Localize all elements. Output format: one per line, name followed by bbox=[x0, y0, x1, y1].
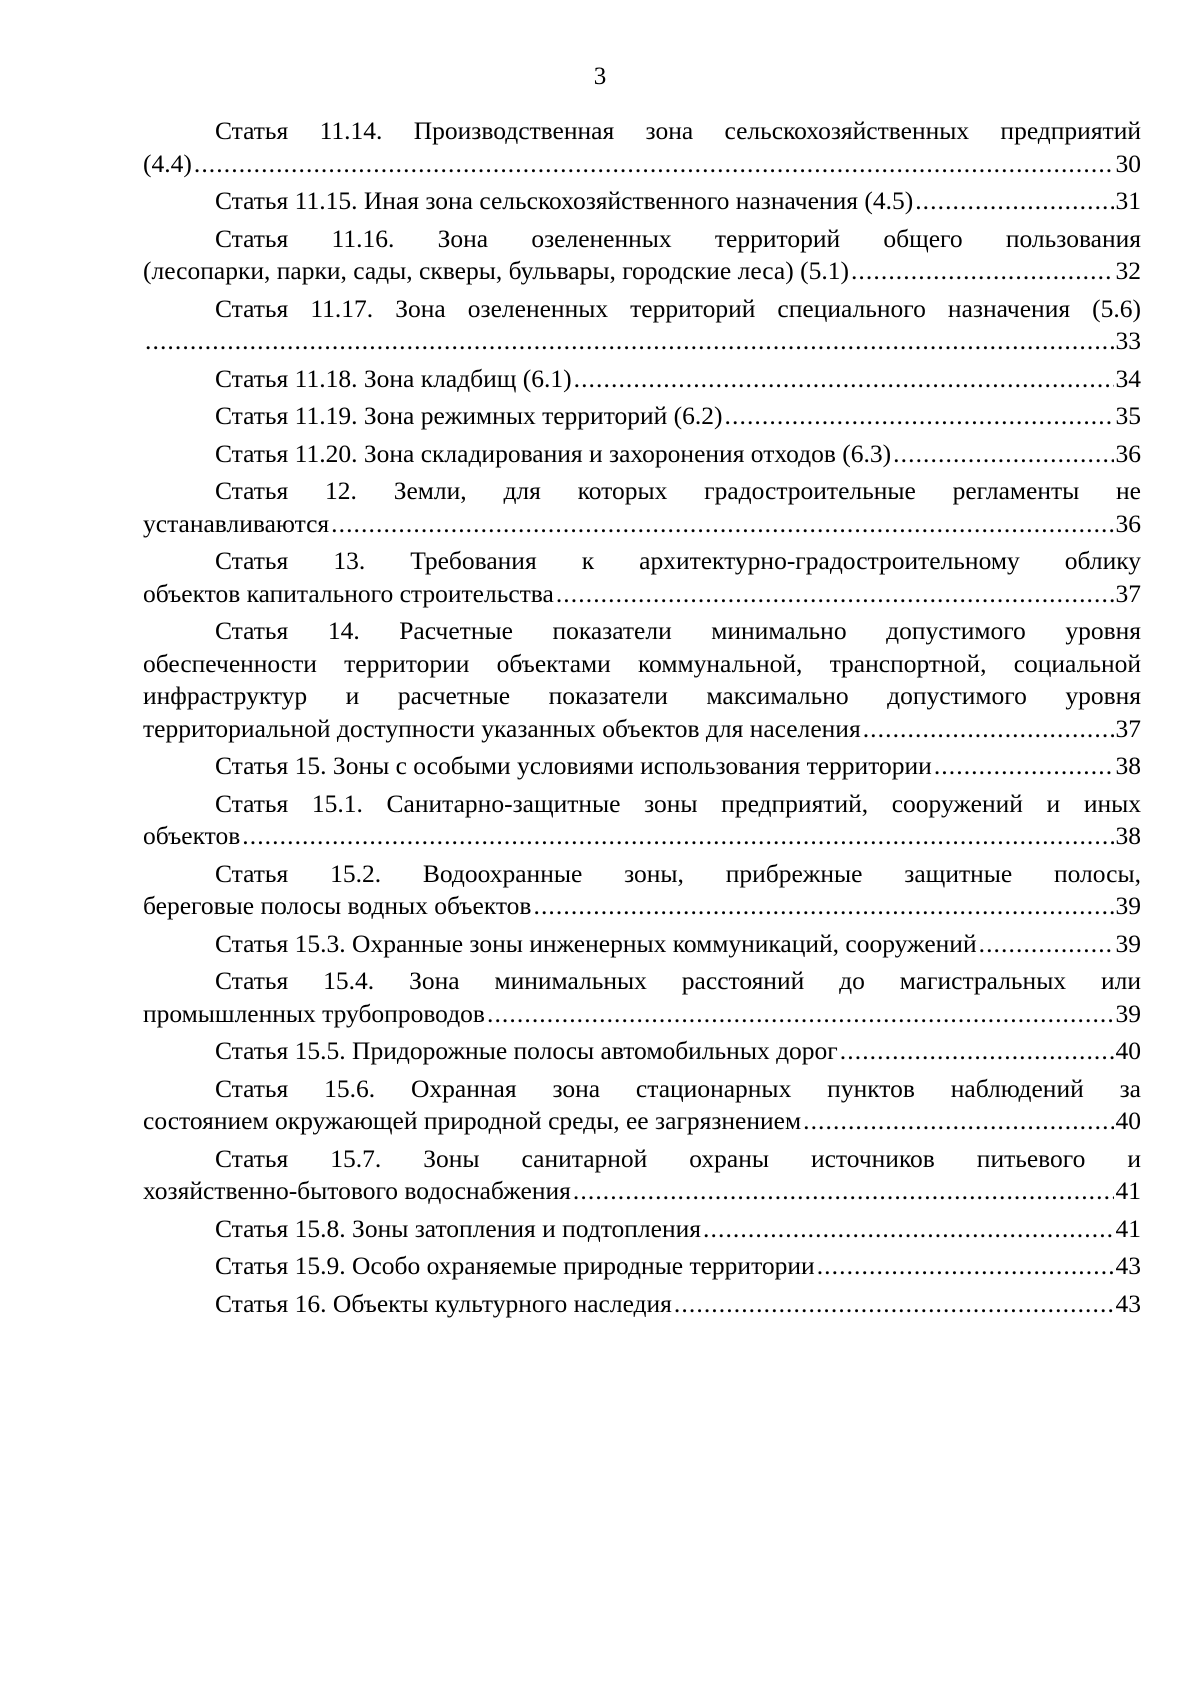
toc-entry[interactable] bbox=[143, 1288, 1141, 1321]
toc-entry-text: Статья 15.6. Охранная зона стационарных пунктов наблюдений за bbox=[215, 1073, 1141, 1103]
dot-leader bbox=[803, 1105, 1113, 1138]
dot-leader bbox=[817, 1250, 1114, 1283]
toc-entry[interactable] bbox=[143, 475, 1141, 540]
toc-entry[interactable] bbox=[143, 858, 1141, 923]
toc-entry[interactable] bbox=[143, 965, 1141, 1030]
toc-page-number: 33 bbox=[1115, 326, 1141, 355]
toc-page-number: 35 bbox=[1115, 401, 1141, 430]
toc-entry-text: Статья 11.20. Зона складирования и захоронения отходов (6.3) bbox=[215, 438, 892, 468]
toc-page-number: 39 bbox=[1115, 928, 1141, 958]
toc-entry[interactable] bbox=[143, 185, 1141, 218]
dot-leader bbox=[979, 928, 1114, 961]
toc-entry-text: Статья 13. Требования к архитектурно-градостроительному облику bbox=[215, 546, 1141, 575]
toc-entry[interactable] bbox=[143, 788, 1141, 853]
toc-entry[interactable] bbox=[143, 1035, 1141, 1068]
toc-page-number: 37 bbox=[1115, 713, 1141, 743]
toc-page-number: 40 bbox=[1115, 1036, 1141, 1065]
toc-entry[interactable] bbox=[143, 1250, 1141, 1283]
dot-leader bbox=[703, 1213, 1113, 1246]
toc-entry-text: Статья 15.4. Зона минимальных расстояний до магистральных или bbox=[215, 966, 1141, 995]
dot-leader bbox=[242, 820, 1113, 853]
toc-entry-text: Статья 15.7. Зоны санитарной охраны источников питьевого и bbox=[215, 1143, 1141, 1173]
toc-page-number: 40 bbox=[1115, 1106, 1141, 1135]
toc-page-number: 38 bbox=[1115, 751, 1141, 780]
toc-entry[interactable] bbox=[143, 293, 1141, 358]
toc-entry-text: Статья 15. Зоны с особыми условиями использования территории bbox=[215, 751, 932, 780]
toc-entry-text: Статья 15.2. Водоохранные зоны, прибрежные защитные полосы, bbox=[215, 858, 1141, 888]
toc-entry-text: Статья 15.5. Придорожные полосы автомобильных дорог bbox=[215, 1036, 838, 1065]
toc-entry-text: Статья 15.9. Особо охраняемые природные территории bbox=[215, 1251, 815, 1280]
toc-entry-text: береговые полосы водных объектов bbox=[143, 891, 532, 920]
toc-entry[interactable] bbox=[143, 545, 1141, 610]
dot-leader bbox=[573, 1175, 1114, 1208]
dot-leader bbox=[893, 438, 1113, 471]
toc-page-number: 41 bbox=[1115, 1176, 1141, 1205]
dot-leader bbox=[145, 325, 1114, 358]
toc-page-number: 32 bbox=[1115, 256, 1141, 285]
toc-entry-text: промышленных трубопроводов bbox=[143, 998, 485, 1028]
toc-page-number: 39 bbox=[1115, 998, 1141, 1028]
toc-entry-text: Статья 15.1. Санитарно-защитные зоны предприятий, сооружений и иных bbox=[215, 788, 1141, 818]
toc-entry[interactable] bbox=[143, 438, 1141, 471]
toc-page-number: 37 bbox=[1115, 578, 1141, 608]
toc-entry-text: объектов bbox=[143, 821, 241, 850]
toc-page-number: 38 bbox=[1115, 821, 1141, 850]
dot-leader bbox=[840, 1035, 1114, 1068]
toc-entry-text: объектов капитального строительства bbox=[143, 578, 554, 608]
toc-entry-text: хозяйственно-бытового водоснабжения bbox=[143, 1176, 571, 1205]
toc-entry-text: Статья 16. Объекты культурного наследия bbox=[215, 1288, 672, 1318]
toc-page-number: 31 bbox=[1115, 186, 1141, 215]
dot-leader bbox=[851, 255, 1114, 288]
dot-leader bbox=[194, 148, 1114, 181]
dot-leader bbox=[915, 185, 1113, 218]
toc-entry[interactable] bbox=[143, 1213, 1141, 1246]
toc-entry[interactable] bbox=[143, 615, 1141, 745]
dot-leader bbox=[934, 750, 1114, 783]
toc-entry-text: инфраструктур и расчетные показатели максимально допустимого уровня bbox=[143, 681, 1141, 710]
toc-entry-text: устанавливаются bbox=[143, 508, 330, 538]
toc-entry-text: Статья 15.3. Охранные зоны инженерных коммуникаций, сооружений bbox=[215, 928, 977, 958]
toc-entry[interactable] bbox=[143, 115, 1141, 180]
toc-entry-text: Статья 15.8. Зоны затопления и подтопления bbox=[215, 1213, 702, 1243]
dot-leader bbox=[725, 400, 1114, 433]
toc-entry[interactable] bbox=[143, 1073, 1141, 1138]
dot-leader bbox=[487, 998, 1114, 1031]
toc-entry-text: Статья 11.17. Зона озелененных территорий специального назначения (5.6) bbox=[215, 293, 1141, 323]
table-of-contents bbox=[143, 115, 1141, 1325]
toc-entry[interactable] bbox=[143, 400, 1141, 433]
toc-entry[interactable] bbox=[143, 363, 1141, 396]
toc-entry[interactable] bbox=[143, 223, 1141, 288]
toc-entry[interactable] bbox=[143, 1143, 1141, 1208]
dot-leader bbox=[674, 1288, 1114, 1321]
toc-page-number: 36 bbox=[1115, 508, 1141, 538]
toc-page-number: 36 bbox=[1115, 438, 1141, 468]
toc-entry-text: Статья 11.16. Зона озелененных территорий общего пользования bbox=[215, 223, 1141, 253]
toc-entry[interactable] bbox=[143, 928, 1141, 961]
dot-leader bbox=[331, 508, 1113, 541]
toc-entry-text: обеспеченности территории объектами коммунальной, транспортной, социальной bbox=[143, 648, 1141, 678]
toc-page-number: 30 bbox=[1115, 148, 1141, 178]
dot-leader bbox=[556, 578, 1114, 611]
toc-page-number: 39 bbox=[1115, 891, 1141, 920]
toc-entry-text: Статья 12. Земли, для которых градостроительные регламенты не bbox=[215, 476, 1141, 505]
toc-page-number: 43 bbox=[1115, 1288, 1141, 1318]
toc-page-number: 43 bbox=[1115, 1251, 1141, 1280]
toc-entry-text: Статья 11.19. Зона режимных территорий (6.2) bbox=[215, 401, 723, 430]
toc-entry-text: Статья 11.18. Зона кладбищ (6.1) bbox=[215, 363, 572, 393]
toc-entry-text: (лесопарки, парки, сады, скверы, бульвары, городские леса) (5.1) bbox=[143, 256, 849, 285]
toc-entry-text: территориальной доступности указанных объектов для населения bbox=[143, 713, 861, 743]
toc-page-number: 34 bbox=[1115, 363, 1141, 393]
toc-entry-text: Статья 11.15. Иная зона сельскохозяйственного назначения (4.5) bbox=[215, 186, 914, 215]
dot-leader bbox=[863, 713, 1114, 746]
dot-leader bbox=[574, 363, 1114, 396]
toc-entry[interactable] bbox=[143, 750, 1141, 783]
toc-entry-text: Статья 11.14. Производственная зона сельскохозяйственных предприятий bbox=[215, 116, 1141, 145]
toc-entry-text: Статья 14. Расчетные показатели минимально допустимого уровня bbox=[215, 616, 1141, 645]
toc-entry-text: состоянием окружающей природной среды, ее загрязнением bbox=[143, 1106, 802, 1135]
dot-leader bbox=[533, 890, 1113, 923]
toc-page-number: 41 bbox=[1115, 1213, 1141, 1243]
page-number: 3 bbox=[593, 63, 607, 90]
toc-entry-text: (4.4) bbox=[143, 148, 192, 178]
